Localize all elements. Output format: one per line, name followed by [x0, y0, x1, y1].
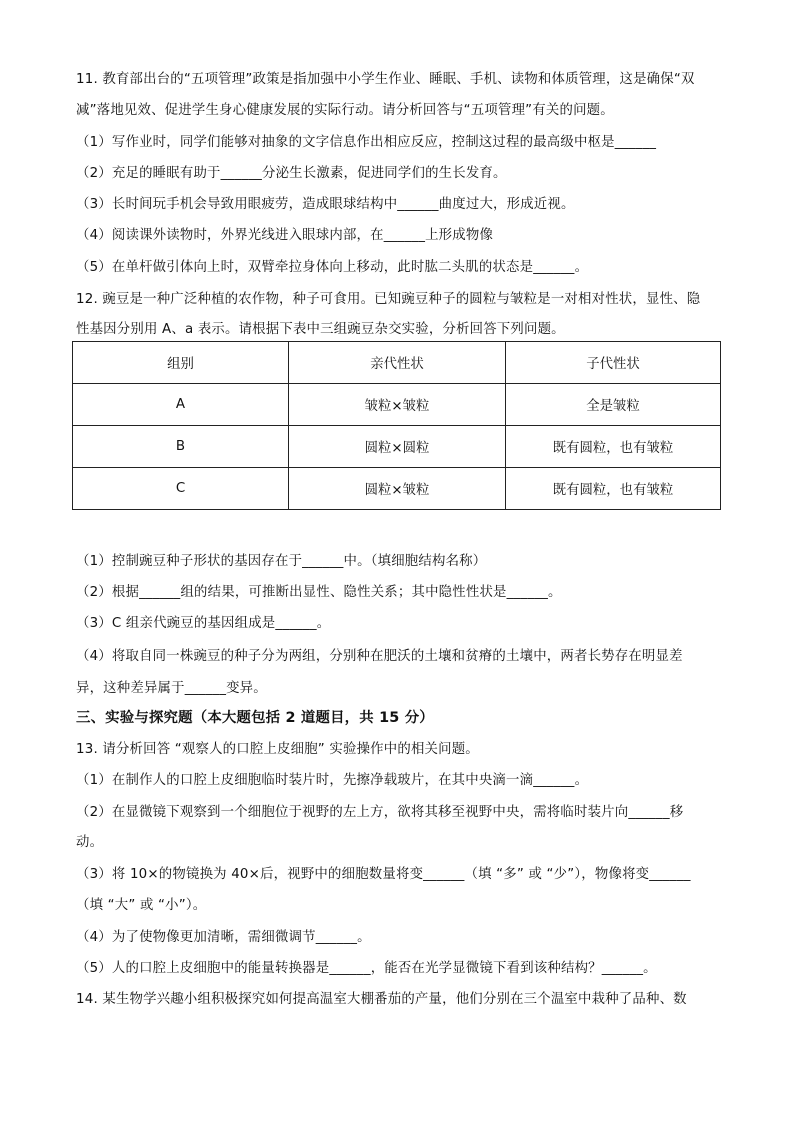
section-heading: 三、实验与探究题（本大题包括 2 道题目，共 15 分） [76, 710, 434, 726]
q11-sub2: （2）充足的睡眠有助于______分泌生长激素，促进同学们的生长发育。 [76, 166, 507, 181]
q13-sub5: （5）人的口腔上皮细胞中的能量转换器是______，能否在光学显微镜下看到该种结构？______。 [76, 961, 657, 976]
table-header-cell: 亲代性状 [289, 342, 506, 384]
q13-sub2-line1: （2）在显微镜下观察到一个细胞位于视野的左上方，欲将其移至视野中央，需将临时装片向______移 [76, 805, 684, 820]
q13-sub3-line1: （3）将 10×的物镜换为 40×后，视野中的细胞数量将变______（填 “多” 或 “少”），物像将变______ [76, 867, 691, 882]
table-cell: A [73, 384, 289, 426]
table-cell: C [73, 468, 289, 510]
q11-sub4: （4）阅读课外读物时，外界光线进入眼球内部，在______上形成物像 [76, 228, 494, 243]
table-cell: 既有圆粒，也有皱粒 [506, 468, 721, 510]
q12-sub3: （3）C 组亲代豌豆的基因组成是______。 [76, 616, 331, 631]
q13-stem: 13. 请分析回答 “观察人的口腔上皮细胞” 实验操作中的相关问题。 [76, 742, 479, 757]
q12-sub4-line2: 异，这种差异属于______变异。 [76, 681, 267, 696]
q11-stem-line1: 11. 教育部出台的“五项管理”政策是指加强中小学生作业、睡眠、手机、读物和体质管理，这是确保“双 [76, 72, 695, 87]
q12-sub2: （2）根据______组的结果，可推断出显性、隐性关系；其中隐性性状是______。 [76, 585, 562, 600]
q11-sub5: （5）在单杆做引体向上时，双臂牵拉身体向上移动，此时肱二头肌的状态是______。 [76, 260, 589, 275]
table-row [73, 468, 721, 510]
table-cell: 圆粒×圆粒 [289, 426, 506, 468]
table-cell: 全是皱粒 [506, 384, 721, 426]
q14-stem: 14. 某生物学兴趣小组积极探究如何提高温室大棚番茄的产量，他们分别在三个温室中栽种了品种、数 [76, 992, 687, 1007]
table-cell: B [73, 426, 289, 468]
table-header-cell: 组别 [73, 342, 289, 384]
q11-sub3: （3）长时间玩手机会导致用眼疲劳，造成眼球结构中______曲度过大，形成近视。 [76, 197, 575, 212]
table-cell: 皱粒×皱粒 [289, 384, 506, 426]
pea-cross-table [72, 341, 721, 510]
table-row [73, 384, 721, 426]
q13-sub3-line2: （填 “大” 或 “小”）。 [76, 898, 207, 913]
q12-sub1: （1）控制豌豆种子形状的基因存在于______中。（填细胞结构名称） [76, 554, 487, 569]
table-header-row [73, 342, 721, 384]
q13-sub2-line2: 动。 [76, 835, 104, 850]
q12-stem-line1: 12. 豌豆是一种广泛种植的农作物，种子可食用。已知豌豆种子的圆粒与皱粒是一对相对性状，显性、隐 [76, 292, 701, 307]
table-cell: 圆粒×皱粒 [289, 468, 506, 510]
table-row [73, 426, 721, 468]
q12-stem-line2: 性基因分别用 A、a 表示。请根据下表中三组豌豆杂交实验，分析回答下列问题。 [76, 322, 565, 337]
q13-sub4: （4）为了使物像更加清晰，需细微调节______。 [76, 930, 371, 945]
q12-sub4-line1: （4）将取自同一株豌豆的种子分为两组，分别种在肥沃的土壤和贫瘠的土壤中，两者长势存在明显差 [76, 649, 683, 664]
q13-sub1: （1）在制作人的口腔上皮细胞临时装片时，先擦净载玻片，在其中央滴一滴______。 [76, 773, 589, 788]
q11-sub1: （1）写作业时，同学们能够对抽象的文字信息作出相应反应，控制这过程的最高级中枢是______ [76, 135, 657, 150]
q11-stem-line2: 减”落地见效、促进学生身心健康发展的实际行动。请分析回答与“五项管理”有关的问题。 [76, 103, 614, 118]
table-header-cell: 子代性状 [506, 342, 721, 384]
table-cell: 既有圆粒，也有皱粒 [506, 426, 721, 468]
